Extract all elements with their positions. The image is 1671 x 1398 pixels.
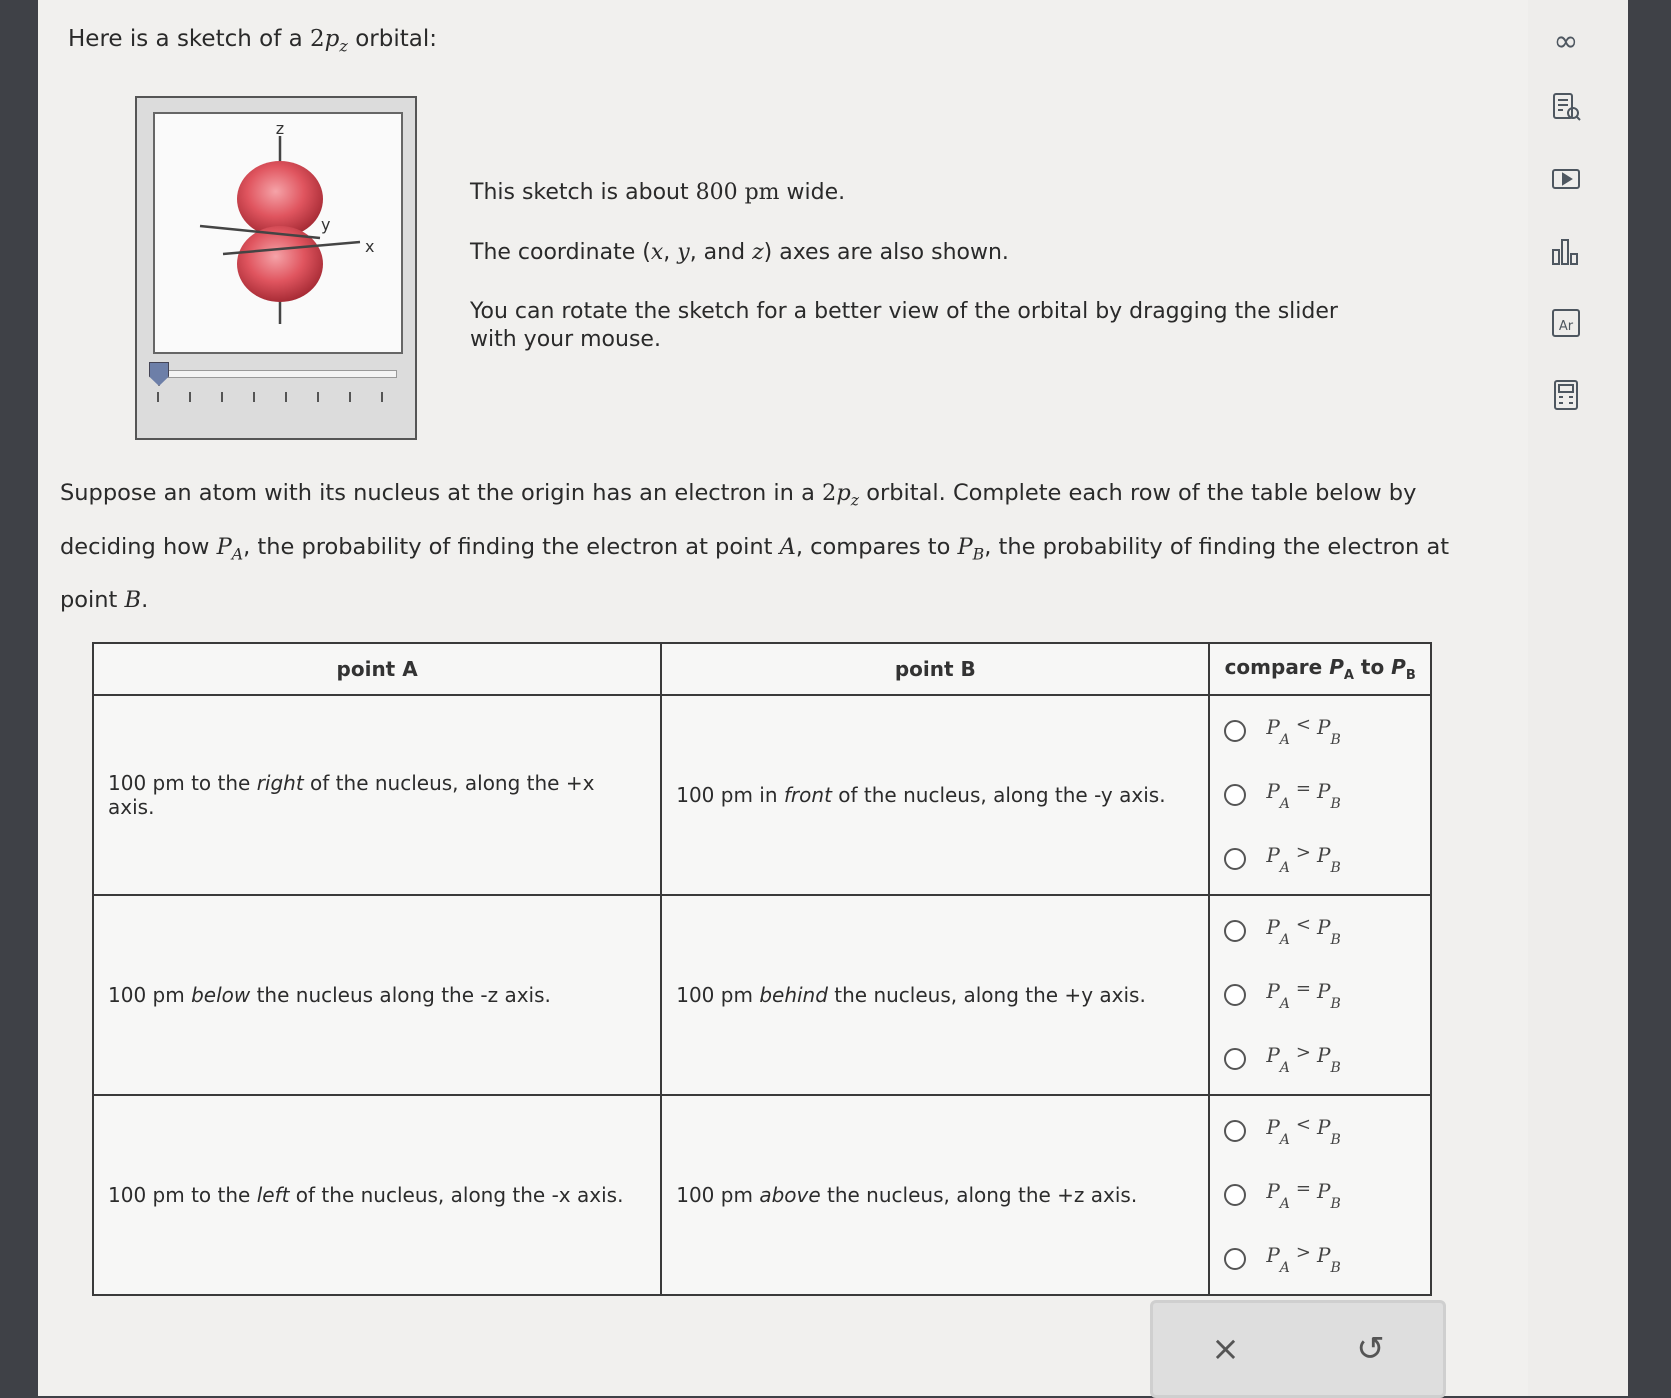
slider-tick [381, 392, 383, 402]
slider-tick [221, 392, 223, 402]
calculator-icon[interactable] [1543, 372, 1589, 418]
radio-button[interactable] [1224, 848, 1246, 870]
point-b-cell [661, 695, 1209, 895]
compare-option[interactable] [1224, 1027, 1416, 1091]
slider-tick [317, 392, 319, 402]
slider-tick [285, 392, 287, 402]
option-label: $P_A> P_B$ [1266, 1042, 1341, 1076]
cell-text: the nucleus, along the +z axis. [820, 1183, 1138, 1207]
axes-text: The coordinate (x, y, and z) axes are also shown. [470, 240, 1009, 265]
option-label: $P_A> P_B$ [1266, 1242, 1341, 1276]
cell-text: of the nucleus, along the -x axis. [289, 1183, 624, 1207]
header-point-b: point B [661, 643, 1209, 695]
option-label: $P_A< P_B$ [1266, 714, 1341, 748]
compare-option[interactable] [1224, 963, 1416, 1027]
option-label: $P_A= P_B$ [1266, 978, 1341, 1012]
compare-option[interactable] [1224, 899, 1416, 963]
cell-emphasis: front [783, 783, 832, 807]
cell-emphasis: behind [759, 983, 828, 1007]
compare-option[interactable] [1224, 827, 1416, 891]
upper-lobe [237, 161, 323, 237]
y-axis-label: y [321, 215, 331, 234]
notes-search-icon[interactable] [1543, 84, 1589, 130]
radio-button[interactable] [1224, 984, 1246, 1006]
table-row [93, 695, 1431, 895]
orbital-sketch [135, 96, 417, 440]
cell-emphasis: right [256, 771, 304, 795]
point-b-cell [661, 895, 1209, 1095]
table-header-row [93, 643, 1431, 695]
table-row [93, 1095, 1431, 1295]
option-label: $P_A> P_B$ [1266, 842, 1341, 876]
cell-emphasis: below [191, 983, 251, 1007]
slider-tick [253, 392, 255, 402]
video-play-icon[interactable] [1543, 156, 1589, 202]
point-a-cell [93, 895, 661, 1095]
point-b-cell [661, 1095, 1209, 1295]
radio-button[interactable] [1224, 784, 1246, 806]
x-axis-label: x [365, 237, 375, 256]
compare-options-cell [1209, 895, 1431, 1095]
radio-button[interactable] [1224, 920, 1246, 942]
cell-text: 100 pm [676, 1183, 760, 1207]
compare-option[interactable] [1224, 1227, 1416, 1291]
comparison-table [92, 642, 1432, 1296]
cell-text: of the nucleus, along the -y axis. [831, 783, 1166, 807]
cell-emphasis: above [759, 1183, 821, 1207]
rotation-slider-thumb[interactable] [149, 362, 169, 386]
cell-text: 100 pm [108, 983, 192, 1007]
orbital-view[interactable] [153, 112, 403, 354]
compare-options-cell [1209, 695, 1431, 895]
cell-text: 100 pm in [676, 783, 784, 807]
option-label: $P_A< P_B$ [1266, 1114, 1341, 1148]
compare-option[interactable] [1224, 1163, 1416, 1227]
option-label: $P_A= P_B$ [1266, 1178, 1341, 1212]
option-label: $P_A< P_B$ [1266, 914, 1341, 948]
cell-text: of the nucleus, along the +x axis. [108, 771, 595, 819]
sketch-width-text: This sketch is about 800 pm wide. [470, 180, 846, 205]
slider-tick [349, 392, 351, 402]
point-a-cell [93, 695, 661, 895]
cell-text: the nucleus, along the +y axis. [827, 983, 1146, 1007]
radio-button[interactable] [1224, 1248, 1246, 1270]
header-point-a: point A [93, 643, 661, 695]
radio-button[interactable] [1224, 1184, 1246, 1206]
table-row [93, 895, 1431, 1095]
radio-button[interactable] [1224, 720, 1246, 742]
answer-action-bar [1150, 1300, 1446, 1398]
periodic-table-icon[interactable] [1543, 300, 1589, 346]
cell-text: 100 pm [676, 983, 760, 1007]
compare-option[interactable] [1224, 763, 1416, 827]
question-text: Suppose an atom with its nucleus at the origin has an electron in a $2p_z$ orbital. Complete each row of the table below by deciding how $P_A$, the probability of finding the electron at point A, compares to $P_B$, the probability of finding the electron at point B. [60, 480, 1450, 613]
intro-text: Here is a sketch of a $2p_z$ orbital: [68, 26, 437, 56]
svg-text:Ar: Ar [1558, 319, 1574, 334]
infinity-icon[interactable]: ∞ [1553, 23, 1579, 59]
cell-emphasis: left [256, 1183, 290, 1207]
header-compare: compare $P_A$ to $P_B$ [1209, 643, 1431, 695]
slider-tick [157, 392, 159, 402]
compare-option[interactable] [1224, 699, 1416, 763]
side-toolbar [1528, 0, 1628, 1396]
undo-button[interactable]: ↺ [1356, 1329, 1385, 1369]
radio-button[interactable] [1224, 1048, 1246, 1070]
rotation-slider-track[interactable] [155, 370, 397, 378]
rotate-hint-text: You can rotate the sketch for a better view of the orbital by dragging the slider with your mouse. [470, 299, 1338, 352]
cell-text: 100 pm to the [108, 1183, 257, 1207]
cell-text: 100 pm to the [108, 771, 257, 795]
slider-tick [189, 392, 191, 402]
compare-option[interactable] [1224, 1099, 1416, 1163]
compare-options-cell [1209, 1095, 1431, 1295]
option-label: $P_A= P_B$ [1266, 778, 1341, 812]
point-a-cell [93, 1095, 661, 1295]
clear-button[interactable]: × [1211, 1329, 1240, 1369]
radio-button[interactable] [1224, 1120, 1246, 1142]
cell-text: the nucleus along the -z axis. [250, 983, 551, 1007]
z-axis-label: z [275, 119, 285, 138]
bar-chart-icon[interactable] [1543, 228, 1589, 274]
